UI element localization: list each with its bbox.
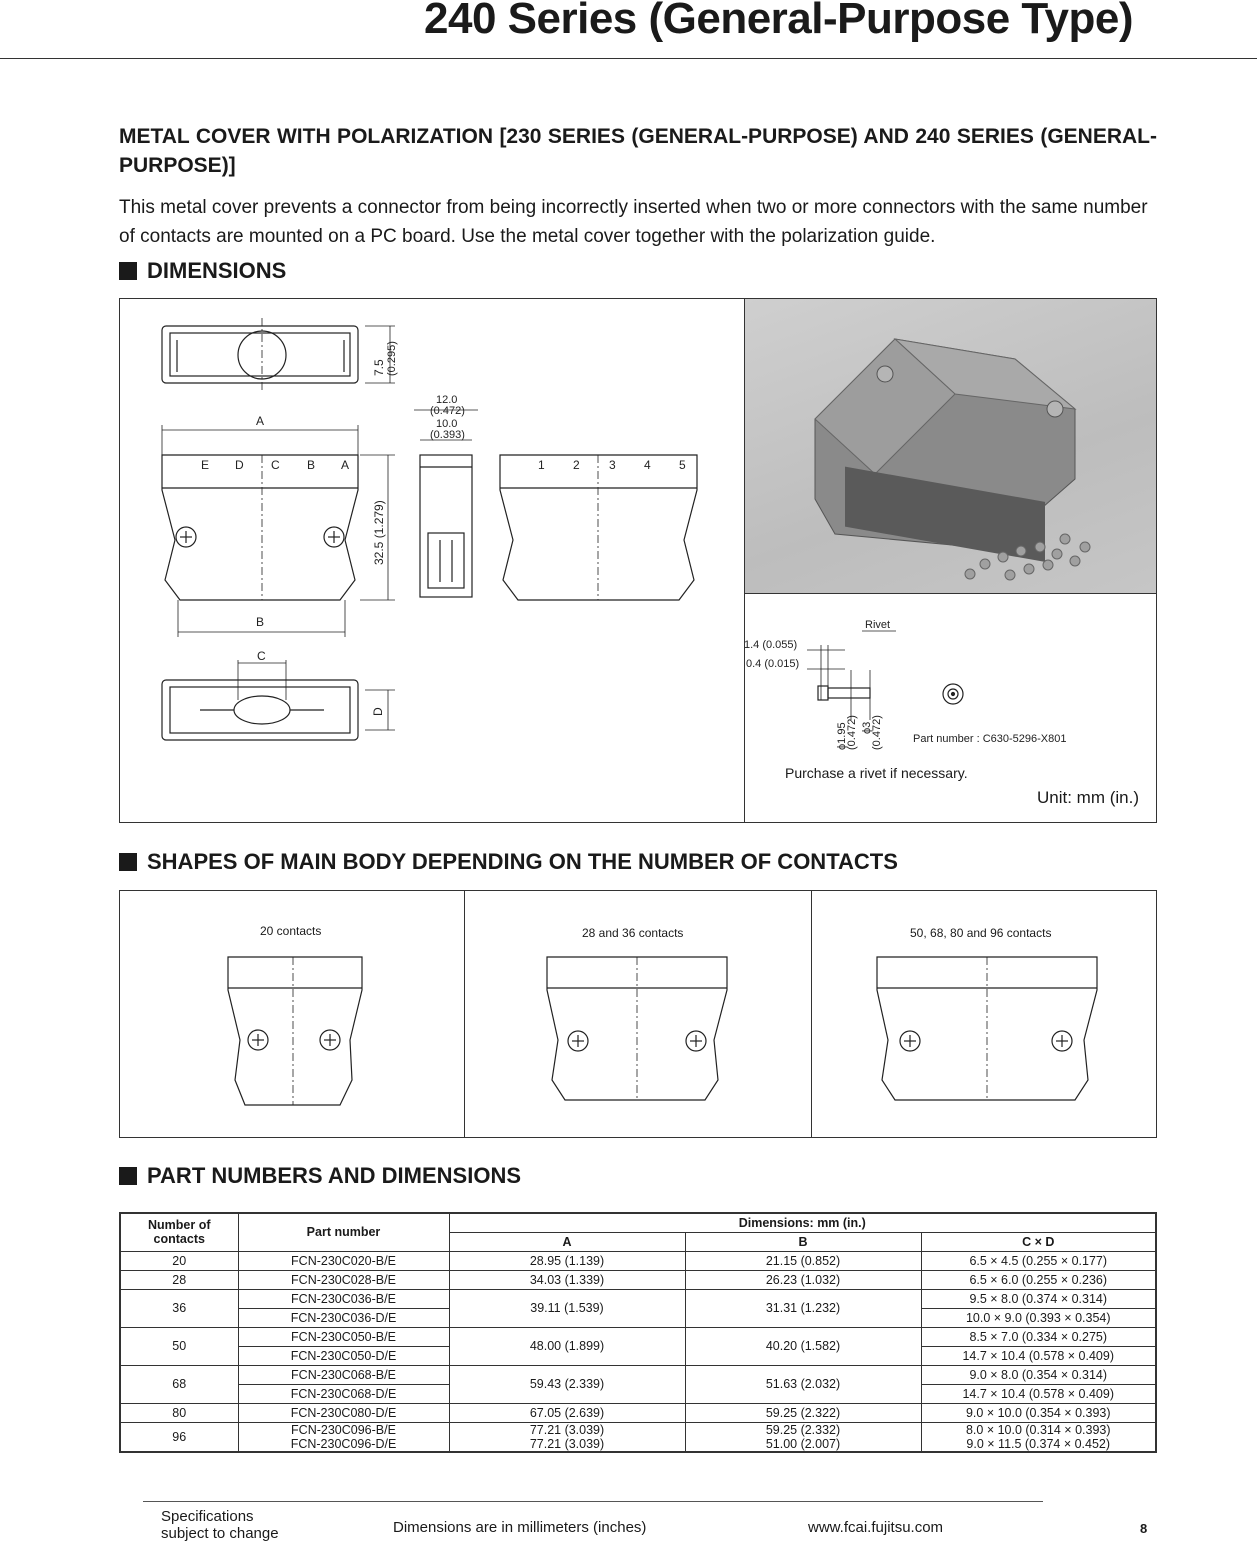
dim-a-label: A [256,414,265,428]
cell-cxd: 9.0 × 10.0 (0.354 × 0.393) [921,1403,1156,1422]
cell-part-number [238,1422,449,1452]
dim-w10-label: 10.0 [436,418,458,430]
cell-part-number: FCN-230C020-B/E [238,1251,449,1270]
cell-cxd: 14.7 × 10.4 (0.578 × 0.409) [921,1384,1156,1403]
cell-b: 59.25 (2.322) [685,1403,921,1422]
cell-cxd: 6.5 × 6.0 (0.255 × 0.236) [921,1270,1156,1289]
footer-url[interactable]: www.fcai.fujitsu.com [808,1519,944,1536]
cxd-line: 8.0 × 10.0 (0.314 × 0.393) [965,1422,1111,1437]
cell-b [685,1422,921,1452]
parts-heading-text: PART NUMBERS AND DIMENSIONS [147,1163,522,1188]
cell-a: 67.05 (2.639) [449,1403,685,1422]
key-letter: D [235,458,244,472]
section-heading: METAL COVER WITH POLARIZATION [230 SERIES (GENERAL-PURPOSE) AND 240 SERIES (GENERAL-PURPOSE)] [119,125,1157,177]
footer-spec-line: Specifications [161,1508,254,1525]
dim-length-label: 32.5 (1.279) [372,500,386,565]
footer-rule [143,1501,1043,1502]
rivet-dim-1: 1.4 (0.055) [744,639,798,651]
dim-w12-label: 12.0 [436,394,458,406]
part-number-line: FCN-230C096-B/E [291,1422,396,1437]
cell-part-number: FCN-230C068-B/E [238,1365,449,1384]
dim-w10-in-label: (0.393) [430,429,465,441]
cell-a: 34.03 (1.339) [449,1270,685,1289]
square-bullet-icon [119,1167,137,1185]
dim-height-in-label: (0.295) [386,341,398,376]
footer-spec-line: subject to change [161,1525,279,1542]
cell-a: 28.95 (1.139) [449,1251,685,1270]
key-number: 5 [679,458,686,472]
cell-cxd [921,1422,1156,1452]
cell-contacts: 80 [120,1403,238,1422]
key-number: 1 [538,458,545,472]
b-line: 51.00 (2.007) [765,1436,841,1451]
cell-b: 31.31 (1.232) [685,1289,921,1327]
cell-part-number: FCN-230C036-B/E [238,1289,449,1308]
dim-d-label: D [371,707,385,716]
col-header-cxd: C × D [921,1232,1156,1251]
col-header-dimensions: Dimensions: mm (in.) [449,1213,1156,1232]
cell-contacts: 20 [120,1251,238,1270]
cell-part-number: FCN-230C050-D/E [238,1346,449,1365]
purchase-note: Purchase a rivet if necessary. [785,765,968,781]
table-row [120,1289,1156,1308]
rivet-phi1-in: (0.472) [846,715,858,750]
cell-cxd: 9.5 × 8.0 (0.374 × 0.314) [921,1289,1156,1308]
table-row [120,1422,1156,1452]
cell-a [449,1422,685,1452]
rivet-part-number: Part number : C630-5296-X801 [913,733,1067,745]
rivet-phi2: ϕ3 [861,721,873,734]
cell-contacts: 36 [120,1289,238,1327]
cell-part-number: FCN-230C036-D/E [238,1308,449,1327]
cell-contacts: 50 [120,1327,238,1365]
cell-a: 39.11 (1.539) [449,1289,685,1327]
a-line: 77.21 (3.039) [529,1422,605,1437]
shape-label-50-96: 50, 68, 80 and 96 contacts [910,926,1052,940]
dim-w12-in-label: (0.472) [430,405,465,417]
cell-contacts: 28 [120,1270,238,1289]
cell-cxd: 8.5 × 7.0 (0.334 × 0.275) [921,1327,1156,1346]
cell-part-number: FCN-230C068-D/E [238,1384,449,1403]
key-number: 4 [644,458,651,472]
rivet-dim-2: 0.4 (0.015) [746,658,800,670]
key-number: 2 [573,458,580,472]
cell-cxd: 9.0 × 8.0 (0.354 × 0.314) [921,1365,1156,1384]
table-row [120,1365,1156,1384]
b-line: 59.25 (2.332) [765,1422,841,1437]
cell-part-number: FCN-230C050-B/E [238,1327,449,1346]
dim-height-value: 7.5 [372,359,386,376]
col-header-b: B [685,1232,921,1251]
table-row [120,1251,1156,1270]
cell-contacts: 96 [120,1422,238,1452]
cell-b: 40.20 (1.582) [685,1327,921,1365]
page-number: 8 [1140,1521,1148,1536]
parts-heading [119,1163,521,1189]
part-number-line: FCN-230C096-D/E [290,1436,397,1451]
cell-a: 59.43 (2.339) [449,1365,685,1403]
cell-contacts: 68 [120,1365,238,1403]
a-line: 77.21 (3.039) [529,1436,605,1451]
key-number: 3 [609,458,616,472]
cell-b: 21.15 (0.852) [685,1251,921,1270]
rivet-title: Rivet [865,619,891,631]
col-header-contacts: Number of contacts [120,1213,238,1251]
key-letter: A [341,458,350,472]
footer-spec-note [161,1508,279,1542]
shape-label-20: 20 contacts [260,924,322,938]
cell-b: 51.63 (2.032) [685,1365,921,1403]
cell-a: 48.00 (1.899) [449,1327,685,1365]
unit-note: Unit: mm (in.) [1037,788,1139,807]
key-letter: B [307,458,316,472]
cell-cxd: 14.7 × 10.4 (0.578 × 0.409) [921,1346,1156,1365]
rivet-phi1: ϕ1.95 [836,722,848,750]
page-title: 240 Series (General-Purpose Type) [424,0,1133,43]
col-header-a: A [449,1232,685,1251]
cxd-line: 9.0 × 11.5 (0.374 × 0.452) [966,1436,1111,1451]
col-header-part-number: Part number [238,1213,449,1251]
shape-label-28-36: 28 and 36 contacts [582,926,684,940]
cell-cxd: 6.5 × 4.5 (0.255 × 0.177) [921,1251,1156,1270]
key-letter: C [271,458,280,472]
dim-b-label: B [256,615,265,629]
parts-table [119,1212,1157,1453]
table-row [120,1327,1156,1346]
cell-b: 26.23 (1.032) [685,1270,921,1289]
table-row [120,1403,1156,1422]
cell-part-number: FCN-230C028-B/E [238,1270,449,1289]
intro-paragraph: This metal cover prevents a connector from being incorrectly inserted when two or more connectors with the same number of contacts are mounted on a PC board. Use the metal cover together with the polarization guide. [119,197,1148,247]
cell-cxd: 10.0 × 9.0 (0.393 × 0.354) [921,1308,1156,1327]
footer-dimensions-note: Dimensions are in millimeters (inches) [393,1519,647,1536]
dimensions-heading-text: DIMENSIONS [147,258,287,283]
rivet-phi2-in: (0.472) [871,715,883,750]
table-row [120,1270,1156,1289]
dim-c-label: C [257,649,266,663]
shapes-heading-text: SHAPES OF MAIN BODY DEPENDING ON THE NUMBER OF CONTACTS [147,849,898,874]
cell-part-number: FCN-230C080-D/E [238,1403,449,1422]
key-letter: E [201,458,210,472]
